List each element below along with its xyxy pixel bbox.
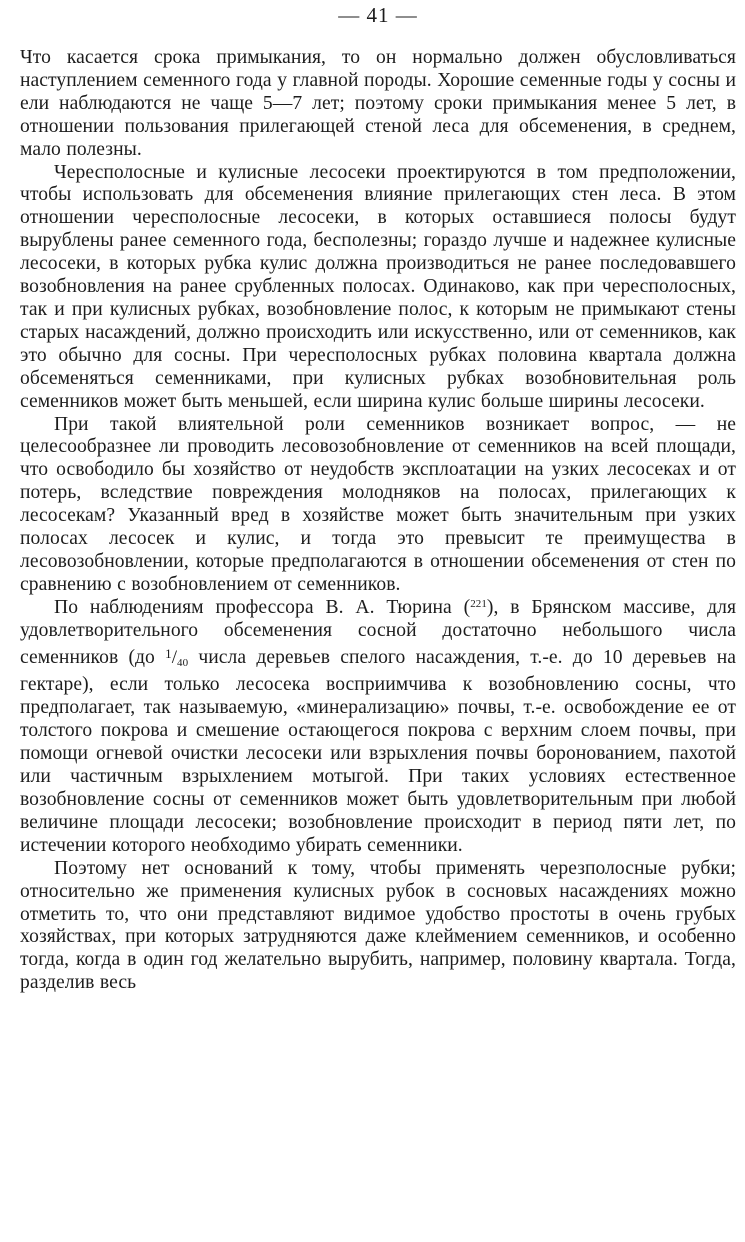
paragraph-4-part-a: По наблюдениям профессора В. А. Тюрина (: [54, 596, 471, 618]
paragraph-5: Поэтому нет оснований к тому, чтобы применять черезполосные рубки; относительно же применения кулисных рубок в сосновых насаждениях можно отметить то, что они представляют видимое удобство простоты в очень грубых хозяйствах, при которых затрудняются даже клеймением семенников, и особенно тогда, когда в один год желательно вырубить, например, половину квартала. Тогда, разделив весь: [20, 857, 736, 994]
paragraph-3: При такой влиятельной роли семенников возникает вопрос, — не целесообразнее ли проводить лесовозобновление от семенников на всей площади, что освободило бы хозяйство от неудобств эксплоатации на узких лесосеках и от потерь, вследствие повреждения молодняков на полосах, прилегающих к лесосекам? Указанный вред в хозяйстве может быть значительным при узких полосах лесосек и кулис, и тогда это превысит те преимущества в лесовозобновлении, которые предполагаются в отношении обсеменения от стен по сравнению с возобновлением от семенников.: [20, 413, 736, 595]
citation-reference: 221: [470, 597, 487, 610]
paragraph-4: [20, 597, 736, 858]
fraction-numerator: 1: [165, 645, 172, 661]
fraction-denominator: 40: [177, 656, 189, 669]
fraction-slash: /: [171, 646, 178, 668]
page-number: — 41 —: [338, 3, 418, 27]
paragraph-4-part-b: ), в Брянском массиве, для удовлетворительного обсеменения сосной достаточно небольшого числа семенников (до: [20, 596, 737, 668]
paragraph-2: Чересполосные и кулисные лесосеки проектируются в том предположении, чтобы использовать для обсеменения влияние прилегающих стен леса. В этом отношении чересполосные лесосеки, в которых оставшиеся полосы будут вырублены ранее семенного года, бесполезны; гораздо лучше и надежнее кулисные лесосеки, в которых рубка кулис должна производиться не ранее последовавшего возобновления на ранее срубленных полосах. Одинаково, как при чересполосных, так и при кулисных рубках, возобновление полос, к которым не примыкают стены старых насаждений, должно происходить или искусственно, или от семенников, как это обычно для сосны. При чересполосных рубках половина квартала должна обсеменяться семенниками, при кулисных рубках возобновительная роль семенников может быть меньшей, если ширина кулис больше ширины лесосеки.: [20, 161, 736, 412]
paragraph-1: Что касается срока примыкания, то он нормально должен обусловливаться наступлением семенного года у главной породы. Хорошие семенные годы у сосны и ели наблюдаются не чаще 5—7 лет; поэтому сроки примыкания менее 5 лет, в отношении пользования прилегающей стеной леса для обсеменения, в среднем, мало полезны.: [20, 47, 736, 160]
document-page: [20, 0, 736, 995]
paragraph-4-part-c: числа деревьев спелого насаждения, т.-е. до 10 деревьев на гектаре), если только лесосека восприимчива к возобновлению сосны, что предполагает, так называемую, «минерализацию» почвы, т.-е. освобождение ее от толстого покрова и смешение остающегося покрова с верхним слоем почвы, при помощи огневой очистки лесосеки или взрыхления почвы боронованием, пахотой или частичным взрыхлением мотыгой. При таких условиях естественное возобновление сосны от семенников может быть удовлетворительным при любой величине площади лесосеки; возобновление происходит в период пяти лет, по истечении которого необходимо убирать семенники.: [20, 646, 736, 856]
